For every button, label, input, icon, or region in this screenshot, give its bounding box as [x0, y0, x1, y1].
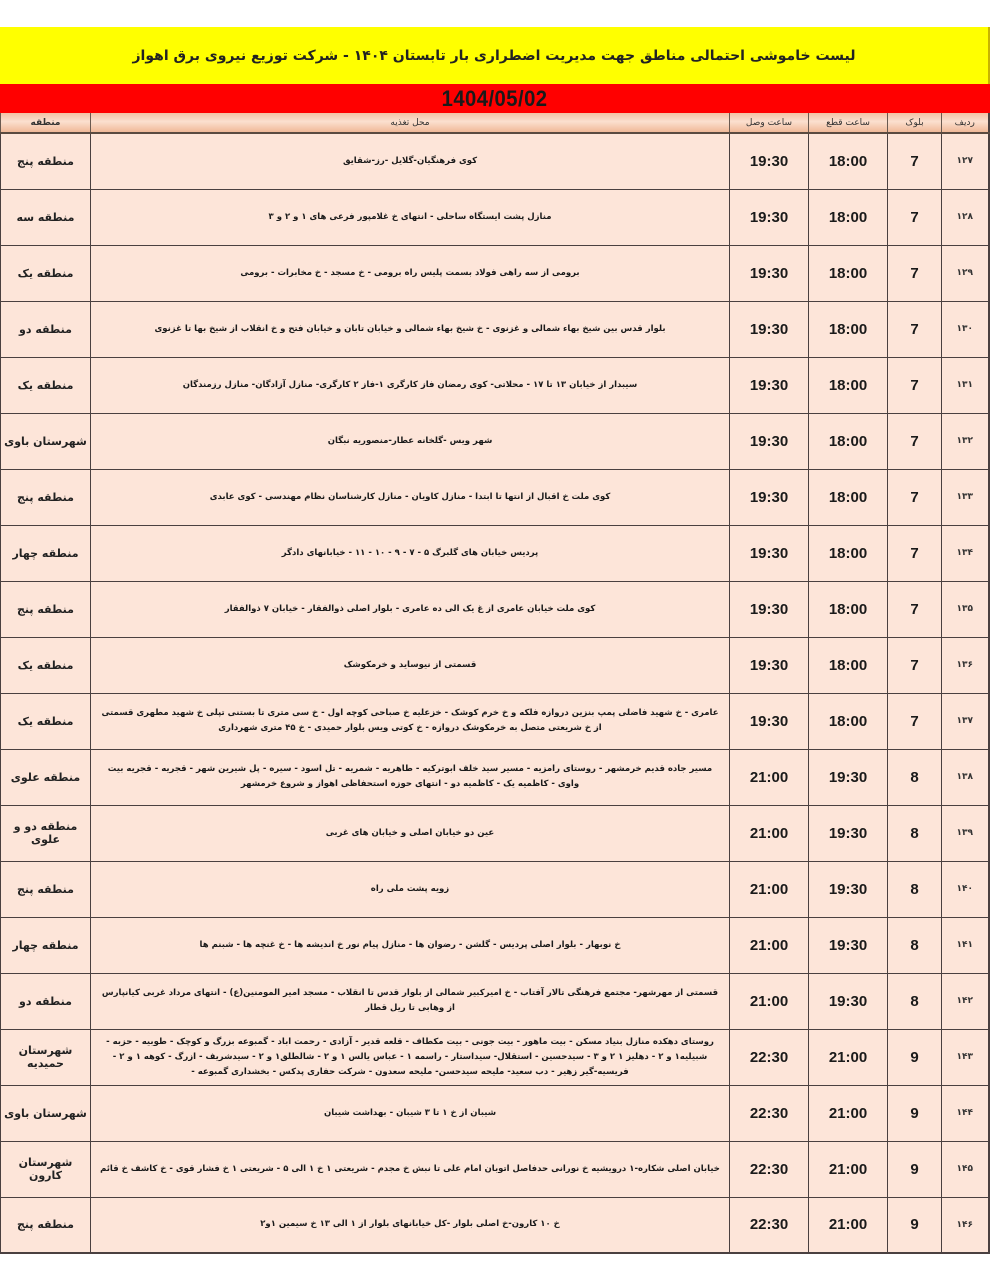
table-header-row — [1, 113, 989, 133]
block-number: 8 — [888, 917, 942, 973]
block-number: 7 — [888, 189, 942, 245]
document-title: لیست خاموشی احتمالی مناطق جهت مدیریت اضطراری بار تابستان ۱۴۰۴ - شرکت توزیع نیروی برق اهواز — [132, 47, 856, 64]
connect-time: 19:30 — [730, 637, 809, 693]
connect-time: 19:30 — [730, 357, 809, 413]
table-row — [1, 133, 989, 189]
row-number: ۱۳۶ — [942, 637, 989, 693]
block-number: 9 — [888, 1141, 942, 1197]
region-name: منطقه چهار — [1, 525, 91, 581]
connect-time: 19:30 — [730, 301, 809, 357]
feed-location: شیبان از خ ۱ تا ۳ شیبان - بهداشت شیبان — [91, 1085, 730, 1141]
region-name: شهرستان کارون — [1, 1141, 91, 1197]
connect-time: 19:30 — [730, 581, 809, 637]
row-number: ۱۴۲ — [942, 973, 989, 1029]
region-name: منطقه پنج — [1, 1197, 91, 1253]
table-row — [1, 469, 989, 525]
row-number: ۱۳۰ — [942, 301, 989, 357]
feed-location: کوی ملت خیابان عامری از غ یک الی ده عامری - بلوار اصلی ذوالفقار - خیابان ۷ ذوالفقار — [91, 581, 730, 637]
connect-time: 21:00 — [730, 749, 809, 805]
column-header-block: بلوک — [888, 113, 942, 133]
region-name: منطقه دو — [1, 973, 91, 1029]
table-row — [1, 525, 989, 581]
title-banner — [0, 27, 990, 84]
connect-time: 19:30 — [730, 525, 809, 581]
cut-time: 18:00 — [809, 357, 888, 413]
cut-time: 21:00 — [809, 1029, 888, 1085]
connect-time: 21:00 — [730, 805, 809, 861]
cut-time: 18:00 — [809, 469, 888, 525]
block-number: 7 — [888, 301, 942, 357]
outage-schedule-table — [0, 113, 990, 1254]
row-number: ۱۴۵ — [942, 1141, 989, 1197]
connect-time: 22:30 — [730, 1141, 809, 1197]
feed-location: عین دو خیابان اصلی و خیابان های غربی — [91, 805, 730, 861]
block-number: 8 — [888, 973, 942, 1029]
cut-time: 18:00 — [809, 581, 888, 637]
block-number: 7 — [888, 525, 942, 581]
feed-location: شهر ویس -گلخانه عطار-منصوریه نبگان — [91, 413, 730, 469]
date-banner — [0, 84, 990, 113]
row-number: ۱۴۰ — [942, 861, 989, 917]
feed-location: خیابان اصلی شکاره-۱ درویشیه خ نورانی حدفاصل اتوبان امام علی تا نبش خ مجدم - شریعتی ۱ خ ۱ الی ۵ - شریعتی ۱ خ فشار قوی - خ کاشف خ قائم — [91, 1141, 730, 1197]
region-name: منطقه علوی — [1, 749, 91, 805]
block-number: 7 — [888, 413, 942, 469]
connect-time: 19:30 — [730, 469, 809, 525]
feed-location: سیبدار از خیابان ۱۳ تا ۱۷ - محلاتی- کوی رمضان فاز کارگری ۱-فاز ۲ کارگری- منازل آزادگان- منازل رزمندگان — [91, 357, 730, 413]
row-number: ۱۴۶ — [942, 1197, 989, 1253]
row-number: ۱۲۹ — [942, 245, 989, 301]
cut-time: 21:00 — [809, 1141, 888, 1197]
table-row — [1, 693, 989, 749]
table-row — [1, 189, 989, 245]
block-number: 7 — [888, 245, 942, 301]
feed-location: خ نوبهار - بلوار اصلی پردیس - گلشن - رضوان ها - منازل پیام نور خ اندیشه ها - خ غنچه ها - شبنم ها — [91, 917, 730, 973]
cut-time: 19:30 — [809, 749, 888, 805]
table-body — [1, 133, 989, 1253]
cut-time: 21:00 — [809, 1085, 888, 1141]
cut-time: 18:00 — [809, 189, 888, 245]
row-number: ۱۲۸ — [942, 189, 989, 245]
block-number: 7 — [888, 637, 942, 693]
table-row — [1, 805, 989, 861]
region-name: منطقه پنج — [1, 469, 91, 525]
block-number: 9 — [888, 1029, 942, 1085]
feed-location: منازل پشت ایستگاه ساحلی - انتهای خ غلامپور فرعی های ۱ و ۲ و ۳ — [91, 189, 730, 245]
region-name: شهرستان حمیدیه — [1, 1029, 91, 1085]
row-number: ۱۴۴ — [942, 1085, 989, 1141]
cut-time: 18:00 — [809, 133, 888, 189]
feed-location: کوی فرهنگیان-گلایل -رز-شقایق — [91, 133, 730, 189]
table-row — [1, 1029, 989, 1085]
region-name: منطقه چهار — [1, 917, 91, 973]
block-number: 7 — [888, 469, 942, 525]
row-number: ۱۴۱ — [942, 917, 989, 973]
column-header-connect-time: ساعت وصل — [730, 113, 809, 133]
connect-time: 19:30 — [730, 189, 809, 245]
connect-time: 22:30 — [730, 1029, 809, 1085]
column-header-radif: ردیف — [942, 113, 989, 133]
row-number: ۱۳۱ — [942, 357, 989, 413]
feed-location: قسمتی از مهرشهر- مجتمع فرهنگی تالار آفتاب - خ امیرکبیر شمالی از بلوار قدس تا انقلاب - مسجد امیر المومنین(ع) - انتهای مرداد غربی کیانپارس از وهابی تا ریل قطار — [91, 973, 730, 1029]
block-number: 7 — [888, 133, 942, 189]
row-number: ۱۳۲ — [942, 413, 989, 469]
region-name: منطقه یک — [1, 245, 91, 301]
region-name: شهرستان باوی — [1, 1085, 91, 1141]
connect-time: 22:30 — [730, 1197, 809, 1253]
cut-time: 19:30 — [809, 805, 888, 861]
table-row — [1, 581, 989, 637]
connect-time: 21:00 — [730, 973, 809, 1029]
feed-location: قسمتی از نیوساید و خرمکوشک — [91, 637, 730, 693]
row-number: ۱۲۷ — [942, 133, 989, 189]
table-row — [1, 1085, 989, 1141]
table-row — [1, 1141, 989, 1197]
row-number: ۱۳۳ — [942, 469, 989, 525]
cut-time: 19:30 — [809, 973, 888, 1029]
feed-location: کوی ملت خ اقبال از انتها تا ابتدا - منازل کاویان - منازل کارشناسان نظام مهندسی - کوی عابدی — [91, 469, 730, 525]
region-name: شهرستان باوی — [1, 413, 91, 469]
top-margin — [0, 0, 990, 27]
column-header-region: منطقه — [1, 113, 91, 133]
region-name: منطقه پنج — [1, 861, 91, 917]
table-row — [1, 301, 989, 357]
table-row — [1, 749, 989, 805]
connect-time: 19:30 — [730, 693, 809, 749]
region-name: منطقه سه — [1, 189, 91, 245]
feed-location: عامری - خ شهید فاضلی پمپ بنزین دروازه فلکه و خ خرم کوشک - خزعلیه خ صباحی کوچه اول - خ سی متری تا بستنی تپلی خ شهید مطهری قسمتی از خ شریعتی متصل به خرمکوشک دروازه - خ کوتی ویس بلوار حمیدی - خ ۴۵ متری شهرداری — [91, 693, 730, 749]
feed-location: خ ۱۰ کارون-خ اصلی بلوار -کل خیابانهای بلوار از ۱ الی ۱۳ خ سیمین ۱و۲ — [91, 1197, 730, 1253]
row-number: ۱۳۸ — [942, 749, 989, 805]
table-row — [1, 245, 989, 301]
connect-time: 19:30 — [730, 245, 809, 301]
column-header-location: محل تغذیه — [91, 113, 730, 133]
table-row — [1, 917, 989, 973]
row-number: ۱۳۵ — [942, 581, 989, 637]
block-number: 8 — [888, 861, 942, 917]
cut-time: 18:00 — [809, 413, 888, 469]
region-name: منطقه یک — [1, 637, 91, 693]
region-name: منطقه یک — [1, 693, 91, 749]
cut-time: 21:00 — [809, 1197, 888, 1253]
block-number: 8 — [888, 805, 942, 861]
row-number: ۱۳۹ — [942, 805, 989, 861]
schedule-date: 1404/05/02 — [442, 85, 548, 111]
region-name: منطقه دو و علوی — [1, 805, 91, 861]
table-row — [1, 357, 989, 413]
region-name: منطقه پنج — [1, 133, 91, 189]
connect-time: 21:00 — [730, 917, 809, 973]
column-header-cut-time: ساعت قطع — [809, 113, 888, 133]
block-number: 9 — [888, 1197, 942, 1253]
feed-location: زویه پشت ملی راه — [91, 861, 730, 917]
block-number: 7 — [888, 357, 942, 413]
feed-location: مسیر جاده قدیم خرمشهر - روستای رامزیه - مسیر سید خلف ابوترکیه - طاهریه - شمریه - تل اسود - سیره - پل شیرین شهر - قجریه - قجریه بیت واوی - کاظمیه یک - کاظمیه دو - انتهای حوزه استحفاظی اهواز و شروع خرمشهر — [91, 749, 730, 805]
connect-time: 19:30 — [730, 413, 809, 469]
cut-time: 18:00 — [809, 525, 888, 581]
table-row — [1, 973, 989, 1029]
cut-time: 18:00 — [809, 301, 888, 357]
table-row — [1, 637, 989, 693]
table-row — [1, 1197, 989, 1253]
cut-time: 19:30 — [809, 861, 888, 917]
connect-time: 21:00 — [730, 861, 809, 917]
row-number: ۱۴۳ — [942, 1029, 989, 1085]
connect-time: 22:30 — [730, 1085, 809, 1141]
feed-location: پردیس خیابان های گلبرگ ۵ - ۷ - ۹ - ۱۰ - ۱۱ - خیابانهای دادگر — [91, 525, 730, 581]
row-number: ۱۳۴ — [942, 525, 989, 581]
feed-location: برومی از سه راهی فولاد بسمت پلیس راه برومی - خ مسجد - خ مخابرات - برومی — [91, 245, 730, 301]
block-number: 7 — [888, 581, 942, 637]
table-row — [1, 413, 989, 469]
region-name: منطقه دو — [1, 301, 91, 357]
table-row — [1, 861, 989, 917]
row-number: ۱۳۷ — [942, 693, 989, 749]
feed-location: بلوار قدس بین شیخ بهاء شمالی و غزنوی - خ شیخ بهاء شمالی و خیابان تابان و خیابان فتح و خ انقلاب از شیخ بها تا غزنوی — [91, 301, 730, 357]
block-number: 7 — [888, 693, 942, 749]
block-number: 8 — [888, 749, 942, 805]
connect-time: 19:30 — [730, 133, 809, 189]
cut-time: 18:00 — [809, 245, 888, 301]
cut-time: 18:00 — [809, 693, 888, 749]
region-name: منطقه پنج — [1, 581, 91, 637]
region-name: منطقه یک — [1, 357, 91, 413]
cut-time: 18:00 — [809, 637, 888, 693]
block-number: 9 — [888, 1085, 942, 1141]
feed-location: روستای دهکده منازل بنیاد مسکن - بیت ماهور - بیت جونی - بیت مکطاف - قلعه قدیر - آزادی - رحمت اباد - گمبوعه بزرگ و کوچک - طوبیه - حزبه - شبیلیه۱ و ۲ - دهلیز ۱ ۲ و ۳ - سیدحسین - استقلال- سیداستار - راسمه ۱ - عباس یالس ۱ و ۲ - شالطلق۱ و ۲ - سیدشریف - ازرگ - کوهه ۱ و ۲ - فریسیه-گیر زهیر - دب سعید- ملیحه سیدحسن- ملیحه سعدون - شرکت حفاری پدکس - بخشداری گمبوعه - — [91, 1029, 730, 1085]
cut-time: 19:30 — [809, 917, 888, 973]
